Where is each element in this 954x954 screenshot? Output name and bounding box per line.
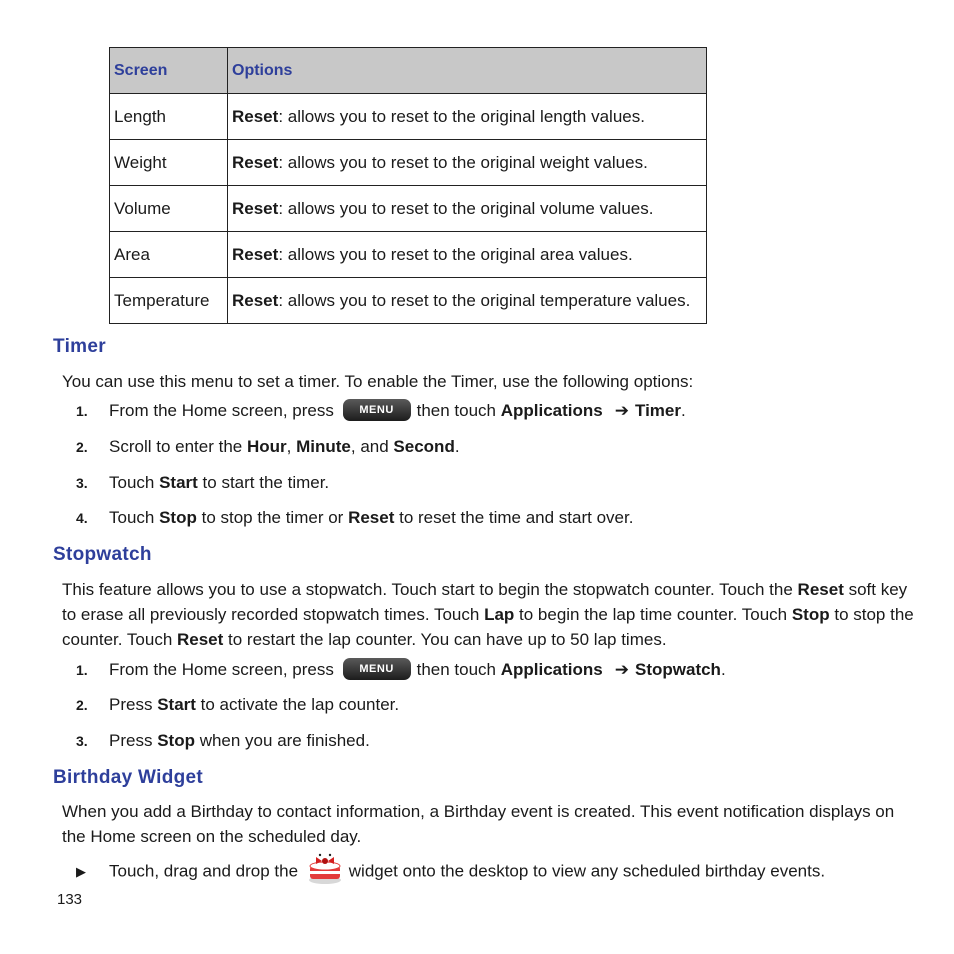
timer-step-4 [76, 506, 633, 530]
arrow-right-icon: ➔ [614, 660, 629, 679]
page-number: 133 [57, 891, 83, 908]
step-bold: Stop [157, 731, 195, 750]
step-number: 3. [76, 733, 88, 749]
option-bold: Reset [232, 106, 279, 126]
table-row [110, 232, 707, 278]
bullet-text: Touch, drag and drop the [109, 861, 299, 881]
arrow-right-icon: ➔ [614, 401, 629, 420]
menu-key-icon: MENU [343, 399, 411, 421]
step-text: . [681, 401, 686, 420]
step-bold: Applications [500, 401, 603, 420]
timer-step-1 [76, 399, 686, 423]
stopwatch-step-3 [76, 729, 370, 753]
intro-bold: Reset [797, 580, 844, 599]
option-bold: Reset [232, 198, 279, 218]
heading-timer: Timer [53, 336, 106, 357]
step-number: 4. [76, 510, 88, 526]
table-header-screen: Screen [110, 48, 228, 94]
intro-text: to begin the lap time counter. Touch [514, 605, 792, 624]
step-text: From the Home screen, press [109, 401, 334, 420]
step-text: . [720, 660, 726, 679]
step-text: Press [109, 731, 158, 750]
step-bold: Start [159, 473, 198, 492]
step-text: to reset the time and start over. [394, 508, 634, 527]
stopwatch-step-2 [76, 693, 399, 717]
timer-step-2 [76, 435, 460, 459]
step-bold: Reset [348, 508, 395, 527]
step-text: then touch [416, 401, 496, 420]
timer-intro: You can use this menu to set a timer. To enable the Timer, use the following options: [62, 372, 694, 391]
table-cell-screen: Area [110, 232, 228, 278]
step-text: to activate the lap counter. [195, 695, 400, 714]
intro-bold: Lap [484, 605, 515, 624]
menu-key-icon: MENU [343, 658, 411, 680]
heading-stopwatch: Stopwatch [53, 544, 152, 565]
stopwatch-intro [62, 577, 922, 652]
option-bold: Reset [232, 244, 279, 264]
table-cell-screen: Temperature [110, 278, 228, 324]
step-bold: Applications [500, 660, 603, 679]
intro-text: to stop the counter. Touch [62, 605, 914, 649]
step-text: Scroll to enter the [109, 437, 247, 456]
step-text: then touch [416, 660, 496, 679]
step-bold: Hour [246, 437, 287, 456]
option-text: : allows you to reset to the original volume values. [278, 198, 654, 218]
table-cell-screen: Volume [110, 186, 228, 232]
intro-text: to restart the lap counter. You can have up to 50 lap times. [223, 630, 667, 649]
option-bold: Reset [232, 152, 279, 172]
bullet-text: widget onto the desktop to view any scheduled birthday events. [348, 861, 826, 881]
step-bold: Stopwatch [635, 660, 721, 679]
intro-bold: Reset [177, 630, 224, 649]
step-text: to start the timer. [197, 473, 330, 492]
table-cell-screen: Weight [110, 140, 228, 186]
bullet-triangle-icon: ▶ [76, 864, 86, 880]
stopwatch-step-1 [76, 658, 726, 682]
step-number: 2. [76, 697, 88, 713]
step-bold: Minute [296, 437, 351, 456]
options-table [109, 47, 707, 324]
option-text: : allows you to reset to the original weight values. [278, 152, 648, 172]
step-text: Press [109, 695, 158, 714]
option-text: : allows you to reset to the original temperature values. [278, 290, 691, 310]
step-text: when you are finished. [194, 731, 370, 750]
intro-bold: Stop [791, 605, 830, 624]
table-header-row [110, 48, 707, 94]
step-text: , [286, 437, 297, 456]
table-header-options: Options [228, 48, 707, 94]
step-number: 3. [76, 475, 88, 491]
intro-text: soft key to erase all previously recorded stopwatch times. Touch [62, 580, 908, 624]
step-text: , and [350, 437, 394, 456]
step-bold: Timer [635, 401, 681, 420]
step-bold: Stop [159, 508, 197, 527]
step-number: 1. [76, 662, 88, 678]
birthday-bullet [76, 855, 825, 879]
option-text: : allows you to reset to the original area values. [278, 244, 633, 264]
table-row [110, 94, 707, 140]
step-text: . [454, 437, 460, 456]
step-bold: Start [157, 695, 196, 714]
option-bold: Reset [232, 290, 279, 310]
birthday-cake-icon [307, 851, 343, 885]
table-row [110, 278, 707, 324]
table-row [110, 186, 707, 232]
table-cell-screen: Length [110, 94, 228, 140]
table-cell-options [228, 94, 707, 140]
step-bold: Second [393, 437, 455, 456]
heading-birthday-widget: Birthday Widget [53, 767, 203, 788]
timer-step-3 [76, 471, 329, 495]
step-text: From the Home screen, press [109, 660, 334, 679]
table-row [110, 140, 707, 186]
table-cell-options [228, 186, 707, 232]
step-text: Touch [109, 508, 160, 527]
option-text: : allows you to reset to the original length values. [278, 106, 645, 126]
intro-text: This feature allows you to use a stopwatch. Touch start to begin the stopwatch counter. Touch the [62, 580, 798, 599]
step-text: to stop the timer or [196, 508, 349, 527]
step-number: 2. [76, 439, 88, 455]
birthday-intro: When you add a Birthday to contact information, a Birthday event is created. This event notification displays on the Home screen on the scheduled day. [62, 802, 895, 846]
table-cell-options [228, 278, 707, 324]
table-cell-options [228, 232, 707, 278]
table-cell-options [228, 140, 707, 186]
step-text: Touch [109, 473, 160, 492]
step-number: 1. [76, 403, 88, 419]
